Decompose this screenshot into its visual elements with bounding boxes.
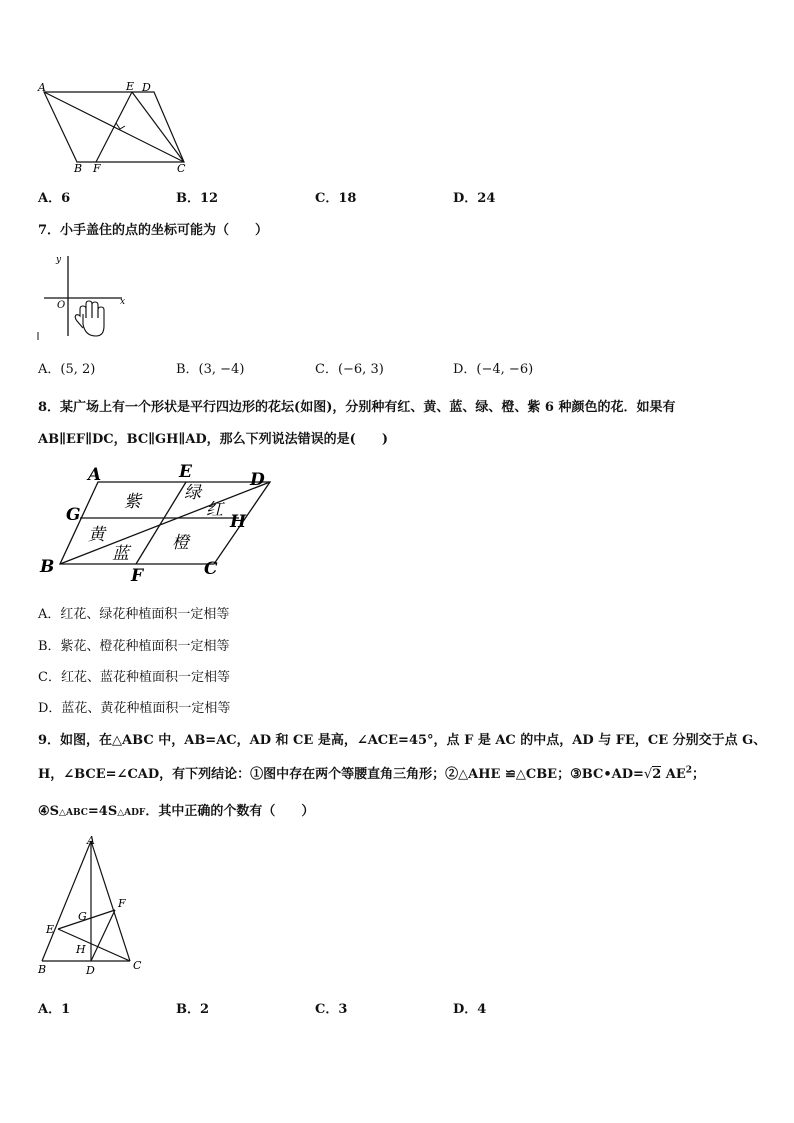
- q6-option-c: C．18: [315, 191, 357, 206]
- q8-option-d: D．蓝花、黄花种植面积一定相等: [38, 701, 231, 716]
- label-A: A: [38, 81, 46, 94]
- sqrt-value: 2: [652, 767, 662, 782]
- label-B: B: [38, 963, 47, 976]
- q9-option-b: B．2: [176, 1002, 210, 1017]
- q9-circle-4: ④: [38, 804, 50, 819]
- origin-label: O: [57, 300, 66, 311]
- q9-sub2: △ADF: [117, 808, 146, 818]
- q8-option-c: C．红花、蓝花种植面积一定相等: [38, 670, 230, 685]
- region-orange: 橙: [172, 533, 189, 553]
- q9-line2-c: ；: [692, 767, 706, 782]
- q7-option-b: B．(3, −4): [176, 362, 245, 377]
- label-D: D: [142, 81, 151, 94]
- vertex-A: A: [88, 465, 102, 485]
- q9-s1: S: [49, 804, 60, 819]
- q6-option-a: A．6: [38, 191, 71, 206]
- q8-option-b: B．紫花、橙花种植面积一定相等: [38, 639, 230, 654]
- label-E: E: [126, 80, 135, 93]
- q7-stem: 7．小手盖住的点的坐标可能为（ ）: [38, 223, 269, 238]
- q8-stem-line1: 8．某广场上有一个形状是平行四边形的花坛(如图)，分别种有红、黄、蓝、绿、橙、紫 6 种颜色的花．如果有: [38, 400, 676, 415]
- q8-option-a: A．红花、绿花种植面积一定相等: [38, 607, 230, 622]
- q6-option-b: B．12: [176, 191, 219, 206]
- q9-line2-b: AE: [661, 767, 686, 782]
- vertex-B: B: [40, 557, 55, 577]
- q9-stem-line1: 9．如图，在△ABC 中，AB=AC，AD 和 CE 是高，∠ACE=45°，点 F 是 AC 的中点，AD 与 FE，CE 分别交于点 G、: [38, 733, 767, 748]
- label-A: A: [87, 834, 95, 847]
- segment-EF: [96, 92, 132, 162]
- label-H: H: [76, 943, 86, 956]
- label-F: F: [93, 162, 101, 174]
- q7-option-c: C．(−6, 3): [315, 362, 384, 377]
- q9-stem-line3: [38, 800, 314, 819]
- q7-axes-figure: [36, 252, 132, 342]
- hand-icon: [75, 301, 104, 336]
- x-axis-label: x: [120, 297, 126, 307]
- q8-stem-line2: AB∥EF∥DC，BC∥GH∥AD，那么下列说法错误的是( ): [38, 432, 388, 447]
- q9-mid: =4S: [87, 804, 118, 819]
- q8-flowerbed-figure: [36, 460, 276, 584]
- vertex-H: H: [230, 512, 247, 532]
- region-red: 红: [206, 500, 223, 520]
- y-axis-label: y: [56, 255, 62, 265]
- sqrt-symbol: √: [643, 767, 653, 782]
- q7-option-d: D．(−4, −6): [453, 362, 534, 377]
- vertex-D: D: [250, 470, 265, 490]
- region-purple: 紫: [124, 492, 141, 512]
- label-G: G: [78, 910, 87, 923]
- label-C: C: [133, 959, 142, 972]
- region-yellow: 黄: [88, 525, 105, 545]
- region-blue: 蓝: [112, 544, 129, 564]
- label-C: C: [177, 162, 186, 174]
- q7-option-a: A．(5, 2): [38, 362, 96, 377]
- q9-line2-a: H，∠BCE=∠CAD，有下列结论：①图中存在两个等腰直角三角形；②△AHE ≌△CBE；③BC•AD=: [38, 767, 644, 782]
- q9-option-a: A．1: [38, 1002, 71, 1017]
- label-D: D: [86, 964, 95, 977]
- q6-parallelogram-figure: [34, 80, 194, 174]
- q9-sub1: △ABC: [59, 808, 88, 818]
- vertex-F: F: [131, 566, 144, 584]
- vertex-G: G: [66, 505, 81, 525]
- q9-option-c: C．3: [315, 1002, 348, 1017]
- region-green: 绿: [184, 483, 201, 503]
- q9-triangle-figure: [34, 833, 154, 979]
- q9-end: ．其中正确的个数有（ ）: [145, 804, 315, 819]
- q9-sup: 2: [685, 765, 693, 776]
- vertex-E: E: [179, 462, 192, 482]
- q9-option-d: D．4: [453, 1002, 487, 1017]
- q9-stem-line2: [38, 763, 705, 782]
- label-E: E: [46, 923, 55, 936]
- label-B: B: [74, 162, 83, 174]
- q6-option-d: D．24: [453, 191, 496, 206]
- label-F: F: [118, 897, 126, 910]
- height-CE: [58, 929, 130, 961]
- vertex-C: C: [204, 559, 218, 579]
